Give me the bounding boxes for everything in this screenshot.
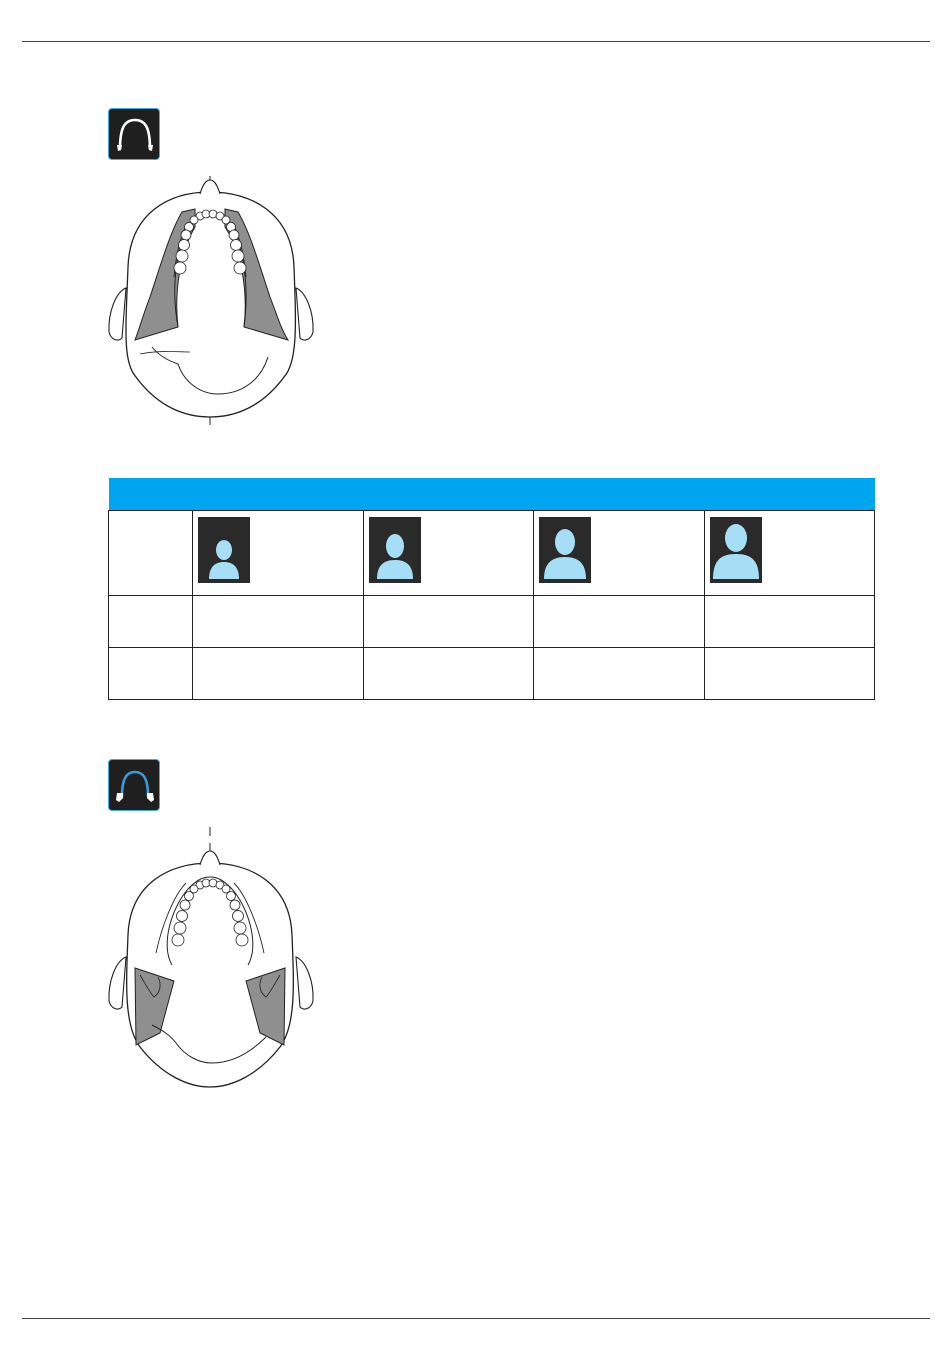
patient-size-cell — [363, 511, 533, 596]
head-top-view-tmj-closed-diagram — [100, 172, 325, 434]
table-cell — [534, 596, 704, 648]
table-cell — [193, 596, 363, 648]
table-row — [109, 648, 875, 700]
table-header-label-cell — [109, 478, 193, 511]
patient-size-cell — [534, 511, 704, 596]
row-label-cell — [109, 596, 193, 648]
patient-size-cell — [193, 511, 363, 596]
table-header-cell — [363, 478, 533, 511]
table-header-row — [109, 478, 875, 511]
top-rule — [22, 41, 930, 42]
bottom-rule — [22, 1318, 930, 1319]
table-cell — [704, 648, 874, 700]
table-cell — [363, 648, 533, 700]
patient-small-adult-icon — [369, 517, 421, 583]
patient-child-icon — [198, 517, 250, 583]
patient-large-adult-icon — [710, 517, 762, 583]
table-cell — [363, 596, 533, 648]
table-header-cell — [534, 478, 704, 511]
patient-medium-adult-icon — [539, 517, 591, 583]
row-label-cell — [109, 511, 193, 596]
head-top-view-tmj-open-diagram — [100, 825, 325, 1095]
table-row — [109, 596, 875, 648]
row-label-cell — [109, 648, 193, 700]
table-header-cell — [704, 478, 874, 511]
patient-size-icon-row — [109, 511, 875, 596]
patient-size-table — [108, 478, 875, 700]
table-header-cell — [193, 478, 363, 511]
table-cell — [193, 648, 363, 700]
table-cell — [534, 648, 704, 700]
table-cell — [704, 596, 874, 648]
patient-size-cell — [704, 511, 874, 596]
mandible-arch-open-icon — [108, 759, 160, 811]
mandible-arch-icon — [108, 108, 160, 160]
